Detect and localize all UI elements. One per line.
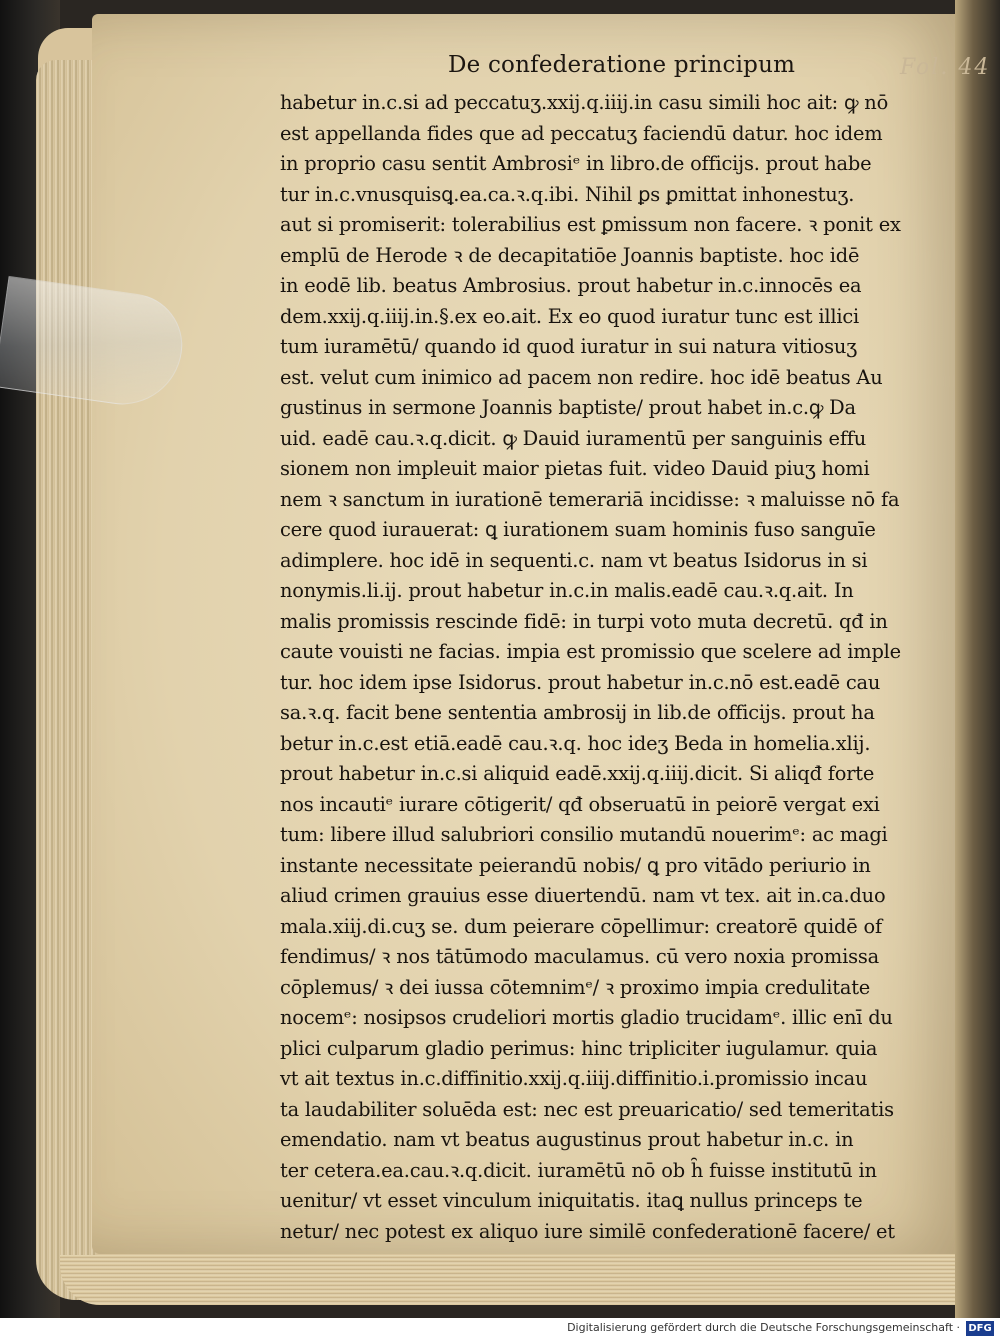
dfg-logo: DFG bbox=[966, 1321, 994, 1336]
text-line: instante necessitate peierandū nobis/ ꝗ pro vitādo periurio in bbox=[280, 853, 871, 877]
text-line: vt ait textus in.c.diffinitio.xxij.q.iiij.diffinitio.i.promissio incau bbox=[280, 1067, 868, 1090]
text-line: ta laudabiliter soluēda est: nec est preuaricatio/ sed temeritatis bbox=[280, 1097, 894, 1121]
text-line: gustinus in sermone Joannis baptiste/ prout habet in.c.ꝙ Da bbox=[280, 396, 856, 419]
page-edges-bottom bbox=[60, 1255, 990, 1305]
text-line: dem.xxij.q.iiij.in.§.ex eo.ait. Ex eo quod iuratur tunc est illici bbox=[280, 304, 859, 328]
text-line: habetur in.c.si ad peccatuʒ.xxij.q.iiij.in casu simili hoc ait: ꝙ nō bbox=[280, 91, 889, 114]
text-line: uid. eadē cau.ꝛ.q.dicit. ꝙ Dauid iuramentū per sanguinis effu bbox=[280, 426, 867, 450]
text-line: malis promissis rescinde fidē: in turpi voto muta decretū. qđ in bbox=[280, 609, 888, 633]
text-line: sa.ꝛ.q. facit bene sententia ambrosij in lib.de officijs. prout ha bbox=[280, 701, 875, 724]
text-line: mala.xiij.di.cuʒ se. dum peierare cōpellimur: creatorē quidē of bbox=[280, 914, 882, 938]
text-line: est appellanda fides que ad peccatuʒ faciendū datur. hoc idem bbox=[280, 121, 883, 145]
text-line: in proprio casu sentit Ambrosiᵉ in libro.de officijs. prout habe bbox=[280, 152, 872, 175]
text-line: uenitur/ vt esset vinculum iniquitatis. itaꝗ nullus princeps te bbox=[280, 1189, 863, 1212]
text-block bbox=[280, 88, 920, 1247]
text-line: betur in.c.est etiā.eadē cau.ꝛ.q. hoc ideʒ Beda in homelia.xlij. bbox=[280, 731, 871, 755]
text-line: caute vouisti ne facias. impia est promissio que scelere ad imple bbox=[280, 640, 901, 663]
text-line: aliud crimen grauius esse diuertendū. nam vt tex. ait in.ca.duo bbox=[280, 884, 886, 907]
text-line: adimplere. hoc idē in sequenti.c. nam vt beatus Isidorus in si bbox=[280, 548, 868, 572]
text-line: sionem non impleuit maior pietas fuit. video Dauid piuʒ homi bbox=[280, 457, 870, 480]
text-line: aut si promiserit: tolerabilius est ꝑmissum non facere. ꝛ ponit ex bbox=[280, 213, 901, 236]
folio-number: Fol. 44 bbox=[900, 55, 991, 80]
text-line: ter cetera.ea.cau.ꝛ.q.dicit. iuramētū nō ob h̑ fuisse institutū in bbox=[280, 1158, 877, 1182]
text-line: nem ꝛ sanctum in iurationē temerariā incidisse: ꝛ maluisse nō fa bbox=[280, 487, 900, 511]
text-line: emendatio. nam vt beatus augustinus prout habetur in.c. in bbox=[280, 1128, 854, 1151]
text-line: est. velut cum inimico ad pacem non redire. hoc idē beatus Au bbox=[280, 365, 883, 389]
text-line: netur/ nec potest ex aliquo iure similē confederationē facere/ et bbox=[280, 1219, 895, 1243]
footer-bar bbox=[0, 1318, 1000, 1340]
text-line: in eodē lib. beatus Ambrosius. prout habetur in.c.innocēs ea bbox=[280, 274, 862, 297]
text-line: emplū de Herode ꝛ de decapitatiōe Joannis baptiste. hoc idē bbox=[280, 243, 860, 267]
text-line: tur in.c.vnusquisꝗ.ea.ca.ꝛ.q.ibi. Nihil ꝑs ꝑmittat inhonestuʒ. bbox=[280, 182, 855, 206]
text-line: tum iuramētū/ quando id quod iuratur in sui natura vitiosuʒ bbox=[280, 335, 857, 358]
book-binding bbox=[955, 0, 1000, 1340]
text-line: fendimus/ ꝛ nos tātūmodo maculamus. cū vero noxia promissa bbox=[280, 945, 879, 968]
text-line: cōplemus/ ꝛ dei iussa cōtemnimᵉ/ ꝛ proximo impia credulitate bbox=[280, 975, 871, 999]
text-line: nocemᵉ: nosipsos crudeliori mortis gladio trucidamᵉ. illic enī du bbox=[280, 1006, 893, 1029]
text-line: plici culparum gladio perimus: hinc tripliciter iugulamur. quia bbox=[280, 1036, 878, 1060]
text-line: nos incautiᵉ iurare cōtigerit/ qđ obseruatū in peiorē vergat exi bbox=[280, 792, 880, 816]
text-line: tur. hoc idem ipse Isidorus. prout habetur in.c.nō est.eadē cau bbox=[280, 670, 881, 694]
page-edges-left bbox=[36, 60, 96, 1300]
text-line: nonymis.li.ij. prout habetur in.c.in malis.eadē cau.ꝛ.q.ait. In bbox=[280, 579, 854, 602]
text-line: tum: libere illud salubriori consilio mutandū nouerimᵉ: ac magi bbox=[280, 823, 888, 846]
funding-credit: Digitalisierung gefördert durch die Deutsche Forschungsgemeinschaft · bbox=[567, 1321, 960, 1334]
running-head: De confederatione principum bbox=[448, 52, 796, 78]
text-line: prout habetur in.c.si aliquid eadē.xxij.q.iiij.dicit. Si aliqđ forte bbox=[280, 762, 875, 785]
text-line: cere quod iurauerat: ꝗ iurationem suam hominis fuso sanguīe bbox=[280, 518, 876, 541]
